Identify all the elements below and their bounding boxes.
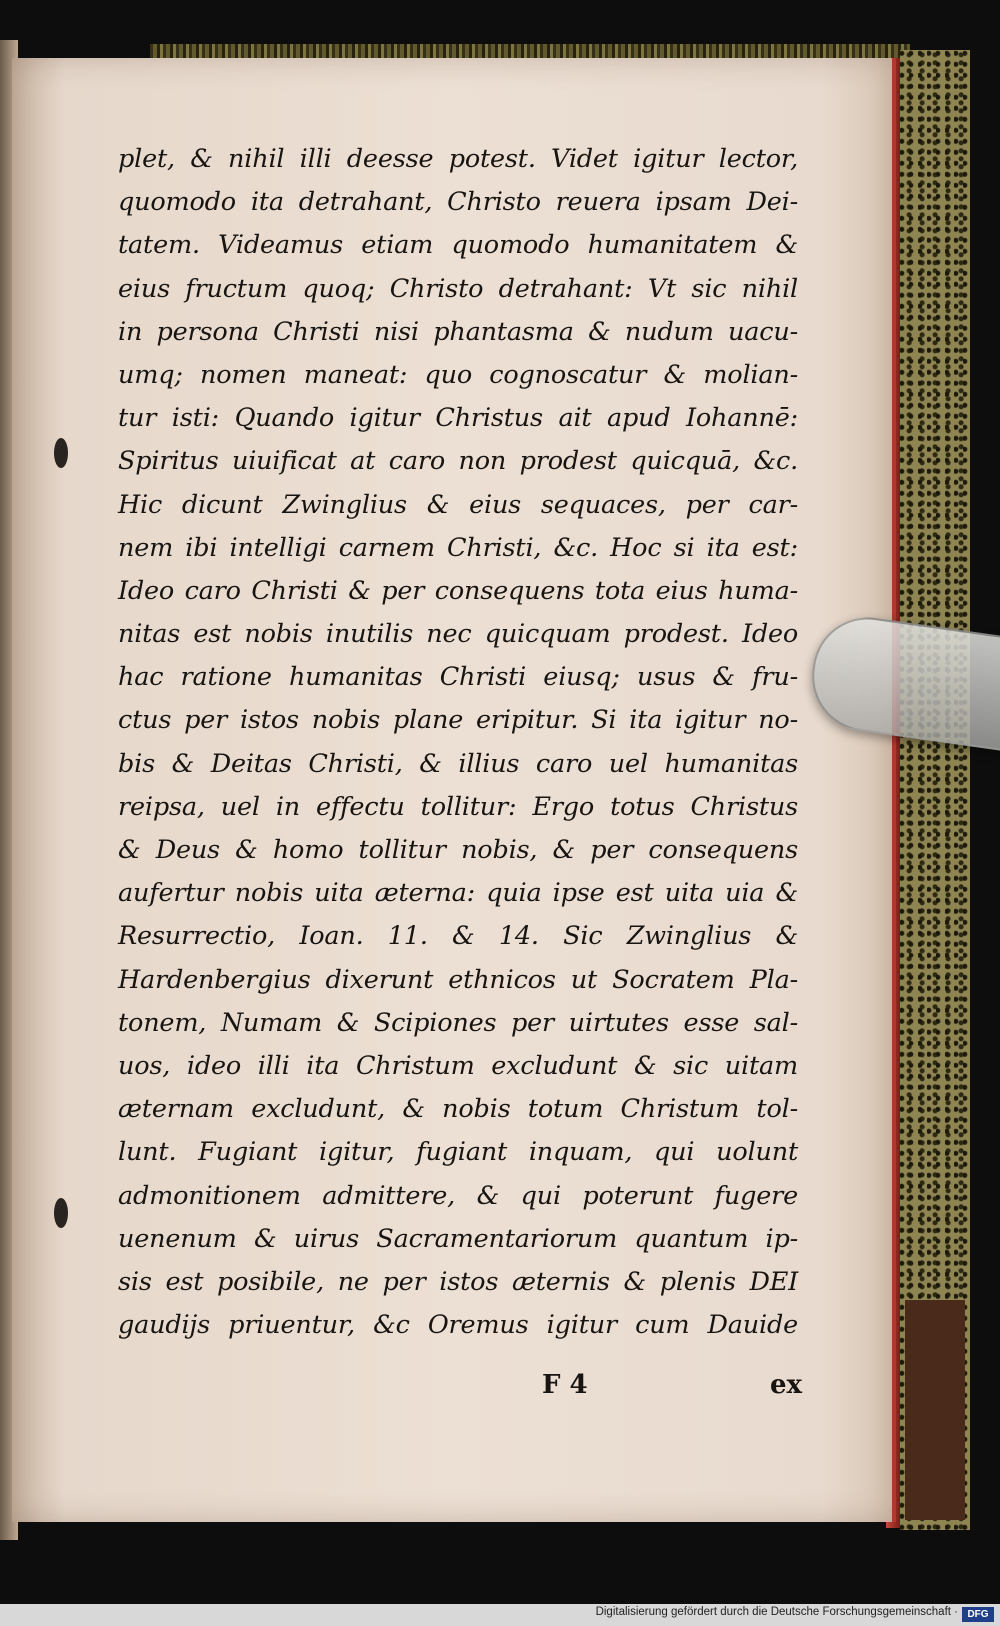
text-line: nitas est nobis inutilis nec quicquam prodest. Ideo xyxy=(118,619,798,650)
text-line: hac ratione humanitas Christi eiusq; usus & fru- xyxy=(118,662,798,693)
text-line: eius fructum quoq; Christo detrahant: Vt sic nihil xyxy=(118,273,798,304)
signature-mark: F 4 xyxy=(542,1370,588,1400)
text-line: Spiritus uiuificat at caro non prodest quicquā, &c. xyxy=(118,446,798,477)
funding-credit: Digitalisierung gefördert durch die Deutsche Forschungsgemeinschaft · xyxy=(595,1606,958,1618)
page-footer-line xyxy=(542,1370,802,1400)
text-line: uos, ideo illi ita Christum excludunt & sic uitam xyxy=(118,1050,798,1081)
text-line: nem ibi intelligi carnem Christi, &c. Hoc si ita est: xyxy=(118,532,798,563)
text-line: Resurrectio, Ioan. 11. & 14. Sic Zwinglius & xyxy=(118,921,798,952)
text-line: admonitionem admittere, & qui poterunt fugere xyxy=(118,1180,798,1211)
text-line: Ideo caro Christi & per consequens tota eius huma- xyxy=(118,575,798,606)
text-line: æternam excludunt, & nobis totum Christum tol- xyxy=(118,1094,798,1125)
text-line: tur isti: Quando igitur Christus ait apud Iohannē: xyxy=(118,403,798,434)
text-line: plet, & nihil illi deesse potest. Videt igitur lector, xyxy=(118,144,798,174)
binding-hole xyxy=(54,438,68,468)
text-line: quomodo ita detrahant, Christo reuera ipsam Dei- xyxy=(118,187,798,218)
text-line: in persona Christi nisi phantasma & nudum uacu- xyxy=(118,316,798,347)
text-line: bis & Deitas Christi, & illius caro uel humanitas xyxy=(118,748,798,779)
text-line: reipsa, uel in effectu tollitur: Ergo totus Christus xyxy=(118,791,798,822)
text-line: Hardenbergius dixerunt ethnicos ut Socratem Pla- xyxy=(118,964,798,995)
binding-hole xyxy=(54,1198,68,1228)
text-line: lunt. Fugiant igitur, fugiant inquam, qui uolunt xyxy=(118,1137,798,1168)
text-line: tatem. Videamus etiam quomodo humanitatem & xyxy=(118,230,798,261)
text-line: gaudijs priuentur, &c Oremus igitur cum Dauide xyxy=(118,1310,798,1341)
text-line: sis est posibile, ne per istos æternis & plenis DEI xyxy=(118,1266,798,1297)
dfg-logo-icon: DFG xyxy=(962,1607,994,1622)
catchword: ex xyxy=(769,1370,802,1400)
page-text xyxy=(118,138,798,1347)
text-line: Hic dicunt Zwinglius & eius sequaces, per car- xyxy=(118,489,798,520)
text-line: uenenum & uirus Sacramentariorum quantum ip- xyxy=(118,1223,798,1254)
cover-board-leather xyxy=(905,1300,965,1520)
text-line: ctus per istos nobis plane eripitur. Si ita igitur no- xyxy=(118,705,798,736)
text-line: tonem, Numam & Scipiones per uirtutes esse sal- xyxy=(118,1007,798,1038)
text-line: umq; nomen maneat: quo cognoscatur & molian- xyxy=(118,359,798,390)
book-page xyxy=(12,58,896,1522)
text-line: aufertur nobis uita æterna: quia ipse est uita uia & xyxy=(118,878,798,909)
text-line: & Deus & homo tollitur nobis, & per consequens xyxy=(118,835,798,865)
